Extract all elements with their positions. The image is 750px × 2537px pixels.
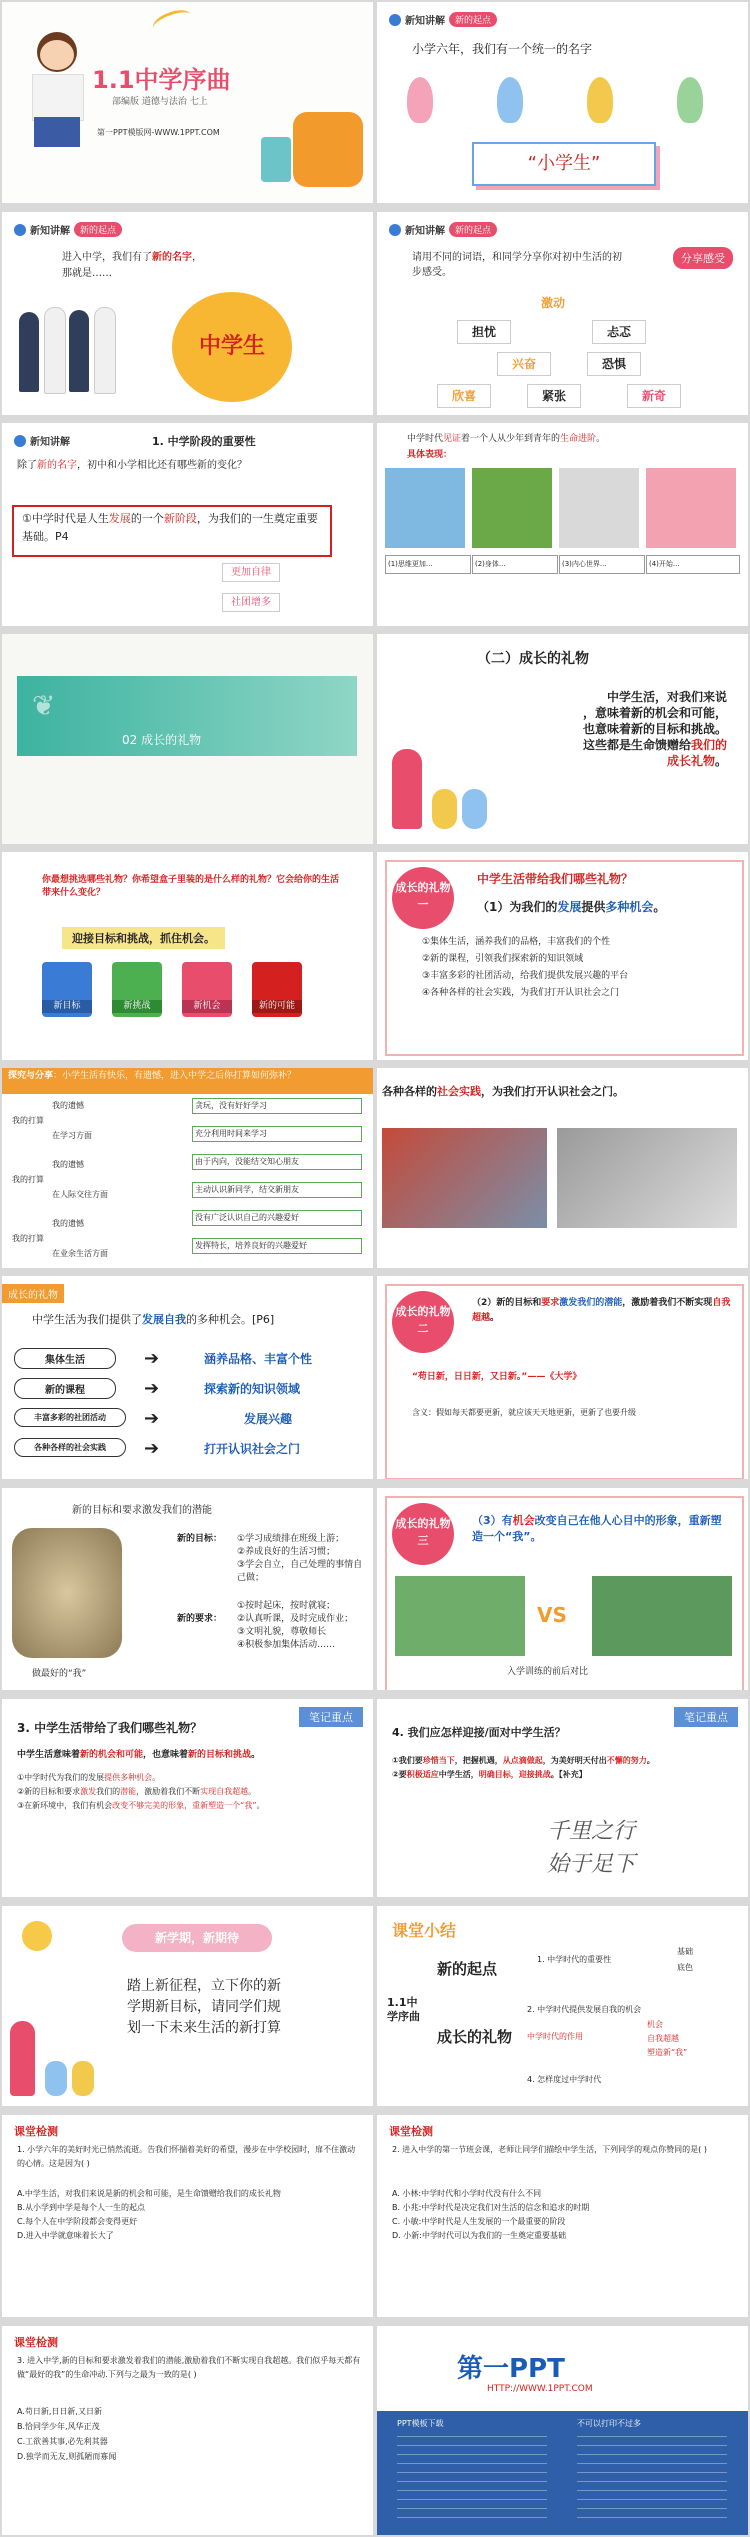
deck-subtitle: 部编版 道德与法治 七上	[112, 97, 208, 107]
quiz-option[interactable]: C. 小敏:中学时代是人生发展的一个最重要的阶段	[392, 2217, 566, 2226]
change-item: 社团增多	[222, 593, 280, 612]
divider-label: 02 成长的礼物	[122, 733, 202, 747]
list-item: ④积极参加集体活动……	[237, 1640, 336, 1650]
gift-summary-heading: 中学生活为我们提供了发展自我的多种机会。[P6]	[32, 1313, 275, 1326]
slide-new-term[interactable]	[2, 1906, 373, 2106]
training-photo-before	[395, 1576, 525, 1656]
gift-label: 新目标	[42, 1000, 92, 1013]
notes-badge: 笔记重点	[674, 1707, 738, 1727]
gift-benefit: 探索新的知识领域	[204, 1382, 301, 1396]
share-badge: 分享感受	[673, 247, 733, 269]
new-term-text	[127, 1976, 281, 2039]
boy-illustration	[22, 32, 92, 162]
stage-image-2	[472, 468, 552, 548]
students-group-image	[14, 302, 134, 407]
quiz-option[interactable]: B.从小学到中学是每个人一生的起点	[17, 2203, 146, 2212]
slide-gift-three[interactable]	[377, 1488, 748, 1690]
gift-label: 新的可能	[252, 1000, 302, 1013]
summary-leaf: 2. 中学时代提供发展自我的机会	[527, 2005, 642, 2014]
quote-meaning: 含义：假如每天都要更新，就应该天天地更新，更新了也要升级	[412, 1408, 636, 1417]
slide-explore-share[interactable]	[2, 1068, 373, 1268]
gift-question: 你最想挑选哪些礼物？你希望盒子里装的是什么样的礼物？它会给你的生活带来什么变化？	[42, 875, 340, 898]
primary-student-name: “小学生”	[472, 142, 656, 186]
gift-label-circle: 成长的礼物二	[392, 1291, 454, 1353]
word-tile: 担忧	[457, 320, 511, 344]
slide-share-feelings[interactable]	[377, 212, 748, 415]
list-item: 在学习方面	[52, 1131, 92, 1140]
list-item: 主动认识新同学，结交新朋友	[192, 1182, 362, 1198]
slide-gift-one[interactable]	[377, 852, 748, 1060]
teacher-students-illustration	[392, 749, 492, 839]
section-tag: 新知讲解	[14, 433, 70, 448]
list-item: ③在新环境中，我们有机会改变不够完美的形象，重新塑造一个“我”。	[17, 1801, 265, 1810]
list-item: ①按时起床，按时就寝；	[237, 1601, 336, 1611]
gift-map	[14, 1346, 364, 1466]
summary-leaf: 中学时代的作用	[527, 2032, 583, 2041]
goal-label: 新的目标：	[177, 1534, 223, 1544]
stage-image-1	[385, 468, 465, 548]
summary-leaf: 自我超越	[647, 2034, 679, 2043]
practice-photo-1	[382, 1128, 547, 1228]
word-tile: 忐忑	[592, 320, 646, 344]
summary-leaf: 基础	[677, 1947, 693, 1956]
notes-intro: 中学生活意味着新的机会和可能，也意味着新的目标和挑战。	[17, 1750, 261, 1760]
quiz-option[interactable]: D. 小新:中学时代可以为我们的一生奠定重要基础	[392, 2231, 566, 2240]
training-caption: 入学训练的前后对比	[507, 1667, 589, 1677]
gift-subhead: （1）为我们的发展提供多种机会。	[477, 900, 666, 914]
list-item: ②养成良好的生活习惯；	[237, 1547, 336, 1557]
pencil-cup-icon	[261, 137, 291, 182]
summary-root: 1.1中学序曲	[387, 1996, 420, 2023]
gift-banner: 迎接目标和挑战，抓住机会。	[62, 927, 225, 949]
footer-links-left[interactable]	[397, 2436, 547, 2526]
list-item: 我的打算	[12, 1234, 44, 1243]
slide-potential[interactable]	[2, 1488, 373, 1690]
arrow-icon: ➔	[144, 1378, 160, 1399]
quiz-question: 3. 进入中学,新的目标和要求激发着我们的潜能,激励着我们不断实现自我超越。我们似乎每天都有做“最好的我”的生命冲动.下列与之最为一致的是( )	[17, 2356, 361, 2379]
list-item: ②新的课程，引领我们探索新的知识领域	[422, 954, 584, 964]
intro-line: 小学六年，我们有一个统一的名字	[412, 42, 593, 56]
list-item: ①集体生活，涵养我们的品格，丰富我们的个性	[422, 937, 611, 947]
deck-url[interactable]: 第一PPT模版网-WWW.1PPT.COM	[97, 128, 220, 137]
word-tile: 欣喜	[437, 384, 491, 408]
quiz-option[interactable]: B. 小兆:中学时代是决定我们对生活的信念和追求的时期	[392, 2203, 590, 2212]
slide-new-start-1[interactable]	[377, 2, 748, 203]
list-item: ②新的目标和要求激发我们的潜能，激励着我们不断实现自我超越。	[17, 1787, 257, 1796]
answer-box: ①中学时代是人生发展的一个新阶段，为我们的一生奠定重要基础。P4	[12, 505, 332, 557]
list-item: ②要积极适应中学生活，明确目标，迎接挑战。【补充】	[392, 1770, 587, 1779]
intro-line: 进入中学，我们有了新的名字，	[62, 252, 202, 263]
sun-icon	[22, 1921, 52, 1951]
footer-heading-right: 不可以打印不过多	[577, 2419, 641, 2428]
stone-caption: 做最好的“我”	[32, 1669, 87, 1679]
summary-heading: 课堂小结	[392, 1921, 457, 1940]
stage-image-4	[646, 468, 736, 548]
footer-heading-left: PPT模板下载	[397, 2419, 444, 2428]
word-tile: 紧张	[527, 384, 581, 408]
class-illustration	[10, 2021, 100, 2101]
stage-caption: (3)内心世界...	[559, 555, 645, 574]
summary-leaf: 1. 中学时代的重要性	[537, 1955, 612, 1964]
footer-links-right[interactable]	[577, 2436, 727, 2526]
stage-caption: (2)身体...	[472, 555, 558, 574]
section-tag: 新知讲解 新的起点	[14, 222, 122, 237]
list-item: ①我们要珍惜当下，把握机遇，从点滴做起，为美好明天付出不懈的努力。	[392, 1756, 655, 1765]
quiz-options	[17, 2187, 362, 2243]
slide-importance[interactable]	[2, 423, 373, 626]
gift-question: 中学生活带给我们哪些礼物？	[477, 872, 634, 886]
list-item: 贪玩，没有好好学习	[192, 1098, 362, 1114]
section-tag: 成长的礼物	[2, 1284, 64, 1303]
gift-source: 各种各样的社会实践	[14, 1438, 126, 1457]
spec-label: 具体表现：	[407, 450, 453, 460]
intro-line-2: 那就是……	[62, 268, 112, 279]
list-item: 在业余生活方面	[52, 1249, 108, 1258]
practice-photo-2	[557, 1128, 737, 1228]
req-list	[237, 1600, 367, 1652]
practice-line: 各种各样的社会实践，为我们打开认识社会之门。	[382, 1085, 624, 1098]
list-item: 我的遗憾	[52, 1101, 84, 1110]
notes-question: 4. 我们应怎样迎接/面对中学生活？	[392, 1726, 566, 1739]
slide-gift-summary[interactable]	[2, 1276, 373, 1479]
quiz-options	[17, 2404, 362, 2464]
quiz-question: 1. 小学六年的美好时光已悄然流逝。告我们怀揣着美好的希望，漫步在中学校园时，扉不住激动的心情。这是因为( )	[17, 2145, 356, 2168]
notes-list	[392, 1754, 737, 1782]
word-tile: 新奇	[627, 384, 681, 408]
deck-title: 1.1中学序曲	[92, 66, 231, 94]
notes-list	[17, 1771, 362, 1813]
gift-benefit: 涵养品格、丰富个性	[204, 1352, 313, 1366]
gift-source: 新的课程	[14, 1378, 116, 1399]
leaf-icon: ❦	[32, 689, 56, 722]
share-prompt: 请用不同的词语，和同学分享你对初中生活的初步感受。	[412, 252, 622, 278]
section-heading: 新的目标和要求激发我们的潜能	[72, 1505, 212, 1516]
slide-summary[interactable]	[377, 1906, 748, 2106]
brand-url[interactable]: HTTP://WWW.1PPT.COM	[487, 2384, 593, 2394]
list-item: 我的打算	[12, 1116, 44, 1125]
slide-social-practice[interactable]	[377, 1068, 748, 1268]
gift-two-heading: （2）新的目标和要求激发我们的潜能，激励着我们不断实现自我超越。	[472, 1298, 731, 1323]
word-tile: 兴奋	[497, 352, 551, 376]
middle-student-name: 中学生	[172, 292, 292, 402]
quiz-tag: 课堂检测	[389, 2125, 433, 2138]
arrow-icon: ➔	[144, 1348, 160, 1369]
explore-header: 探究与分享：小学生活有快乐，有遗憾，进入中学之后你打算如何弥补？	[2, 1068, 373, 1094]
notes-question: 3. 中学生活带给了我们哪些礼物？	[17, 1721, 203, 1735]
vs-label: VS	[537, 1603, 567, 1627]
quiz-option[interactable]: A. 小林:中学时代和小学时代没有什么不同	[392, 2189, 542, 2198]
quiz-option[interactable]: A.苟日新,日日新,又日新	[17, 2407, 102, 2416]
schoolbag-icon	[293, 112, 363, 187]
quiz-option[interactable]: D.独学而无友,则孤陋而寡闻	[17, 2452, 117, 2461]
list-item: ①学习成绩排在班级上游；	[237, 1534, 345, 1544]
word-tile: 恐惧	[587, 352, 641, 376]
arrow-icon: ➔	[144, 1408, 160, 1429]
slide-pick-gifts[interactable]	[2, 852, 373, 1060]
quiz-option[interactable]: B.恰同学少年,风华正茂	[17, 2422, 100, 2431]
paper-plane-icon	[150, 6, 194, 38]
stone-image	[12, 1528, 122, 1658]
list-item: 在人际交往方面	[52, 1190, 108, 1199]
children-row	[397, 72, 727, 132]
list-item: 没有广泛认识自己的兴趣爱好	[192, 1210, 362, 1226]
list-item: 我的打算	[12, 1175, 44, 1184]
section-heading: 1. 中学阶段的重要性	[152, 435, 256, 448]
list-item: ①中学时代为我们的发展提供多种机会。	[17, 1773, 161, 1782]
quiz-option[interactable]: C.工欲善其事,必先利其器	[17, 2437, 108, 2446]
slide-life-stage[interactable]	[377, 423, 748, 626]
change-item: 更加自律	[222, 563, 280, 582]
calligraphy-line: 千里之行	[547, 1819, 636, 1844]
slide-quiz-3[interactable]	[2, 2326, 373, 2535]
quiz-option[interactable]: C.每个人在中学阶段都会变得更好	[17, 2217, 138, 2226]
summary-leaf: 塑造新“我”	[647, 2048, 688, 2057]
quiz-tag: 课堂检测	[14, 2336, 58, 2349]
stage-caption: (4)开始...	[646, 555, 740, 574]
list-item: ②认真听课，及时完成作业；	[237, 1614, 354, 1624]
goal-list	[237, 1533, 367, 1585]
text-line: 踏上新征程，立下你的新	[127, 1978, 281, 1994]
gift-label-circle: 成长的礼物一	[392, 867, 454, 929]
training-photo-after	[592, 1576, 732, 1656]
list-item: ③丰富多彩的社团活动，给我们提供发展兴趣的平台	[422, 971, 629, 981]
section-tag: 新知讲解 新的起点	[389, 222, 497, 237]
section-heading: （二）成长的礼物	[477, 651, 589, 667]
text-line: 划一下未来生活的新打算	[127, 2020, 281, 2036]
stage-image-3	[559, 468, 639, 548]
gift-label-circle: 成长的礼物三	[392, 1503, 454, 1565]
arrow-icon: ➔	[144, 1438, 160, 1459]
gift-benefit: 打开认识社会之门	[204, 1442, 301, 1456]
list-item: 充分利用时间来学习	[192, 1126, 362, 1142]
slide-section-divider[interactable]	[2, 634, 373, 844]
gift-source: 丰富多彩的社团活动	[14, 1408, 126, 1427]
brand-logo: 第一PPT	[457, 2354, 565, 2384]
slide-quiz-2[interactable]	[377, 2115, 748, 2317]
notes-badge: 笔记重点	[299, 1707, 363, 1727]
req-label: 新的要求：	[177, 1614, 223, 1624]
stage-line: 中学时代见证着一个人从少年到青年的生命进阶。	[407, 434, 606, 444]
quiz-option[interactable]: D.进入中学就意味着长大了	[17, 2231, 114, 2240]
gift-benefit: 发展兴趣	[244, 1412, 293, 1426]
summary-leaf: 机会	[647, 2020, 663, 2029]
list-item: 我的遗憾	[52, 1219, 84, 1228]
list-item: ③学会自立，自己处理的事情自己做；	[237, 1560, 363, 1583]
gift-label: 新挑战	[112, 1000, 162, 1013]
list-item: 发挥特长，培养良好的兴趣爱好	[192, 1238, 362, 1254]
summary-branch: 新的起点	[437, 1960, 498, 1978]
slide-title[interactable]	[2, 2, 373, 203]
quiz-question: 2. 进入中学的第一节班会课，老师让同学们描绘中学生活，下列同学的观点你赞同的是( )	[392, 2145, 707, 2154]
list-item: 我的遗憾	[52, 1160, 84, 1169]
list-item: 由于内向，没能结交知心朋友	[192, 1154, 362, 1170]
calligraphy-line: 始于足下	[547, 1852, 636, 1877]
slide-new-start-2[interactable]	[2, 212, 373, 415]
stage-caption: (1)思维更加...	[385, 555, 471, 574]
new-term-banner: 新学期，新期待	[122, 1924, 272, 1952]
text-line: 学期新目标，请同学们规	[127, 1999, 281, 2015]
slide-brand[interactable]	[377, 2326, 748, 2535]
summary-leaf: 底色	[677, 1963, 693, 1972]
summary-leaf: 4. 怎样度过中学时代	[527, 2075, 602, 2084]
list-item: ④各种各样的社会实践，为我们打开认识社会之门	[422, 988, 620, 998]
slide-notes-gifts[interactable]	[2, 1699, 373, 1897]
gift-paragraph: 中学生活，对我们来说 ，意味着新的机会和可能， 也意味着新的目标和挑战。 这些都是生命馈赠给我们的 成长礼物。	[582, 690, 727, 768]
regret-labels	[12, 1098, 122, 1261]
list-item: ③文明礼貌，尊敬师长	[237, 1627, 327, 1637]
plan-column	[192, 1098, 362, 1254]
question-line: 除了新的名字，初中和小学相比还有哪些新的变化？	[17, 460, 247, 471]
gift-label: 新机会	[182, 1000, 232, 1013]
summary-branch: 成长的礼物	[437, 2028, 513, 2046]
quiz-option[interactable]: A.中学生活，对我们来说是新的机会和可能，是生命馈赠给我们的成长礼物	[17, 2189, 281, 2198]
gift-three-heading: （3）有机会改变自己在他人心目中的形象，重新塑造一个“我”。	[472, 1514, 722, 1543]
section-tag: 新知讲解 新的起点	[389, 12, 497, 27]
quiz-tag: 课堂检测	[14, 2125, 58, 2138]
slide-quiz-1[interactable]	[2, 2115, 373, 2317]
quote-line: “苟日新，日日新，又日新。”——《大学》	[412, 1372, 582, 1382]
slide-gift-two[interactable]	[377, 1276, 748, 1479]
slide-gifts-intro[interactable]	[377, 634, 748, 844]
word-tile: 激动	[540, 296, 565, 310]
gift-source: 集体生活	[14, 1348, 116, 1369]
gift-list	[422, 934, 732, 1002]
slide-notes-approach[interactable]	[377, 1699, 748, 1897]
quiz-options	[392, 2187, 737, 2243]
